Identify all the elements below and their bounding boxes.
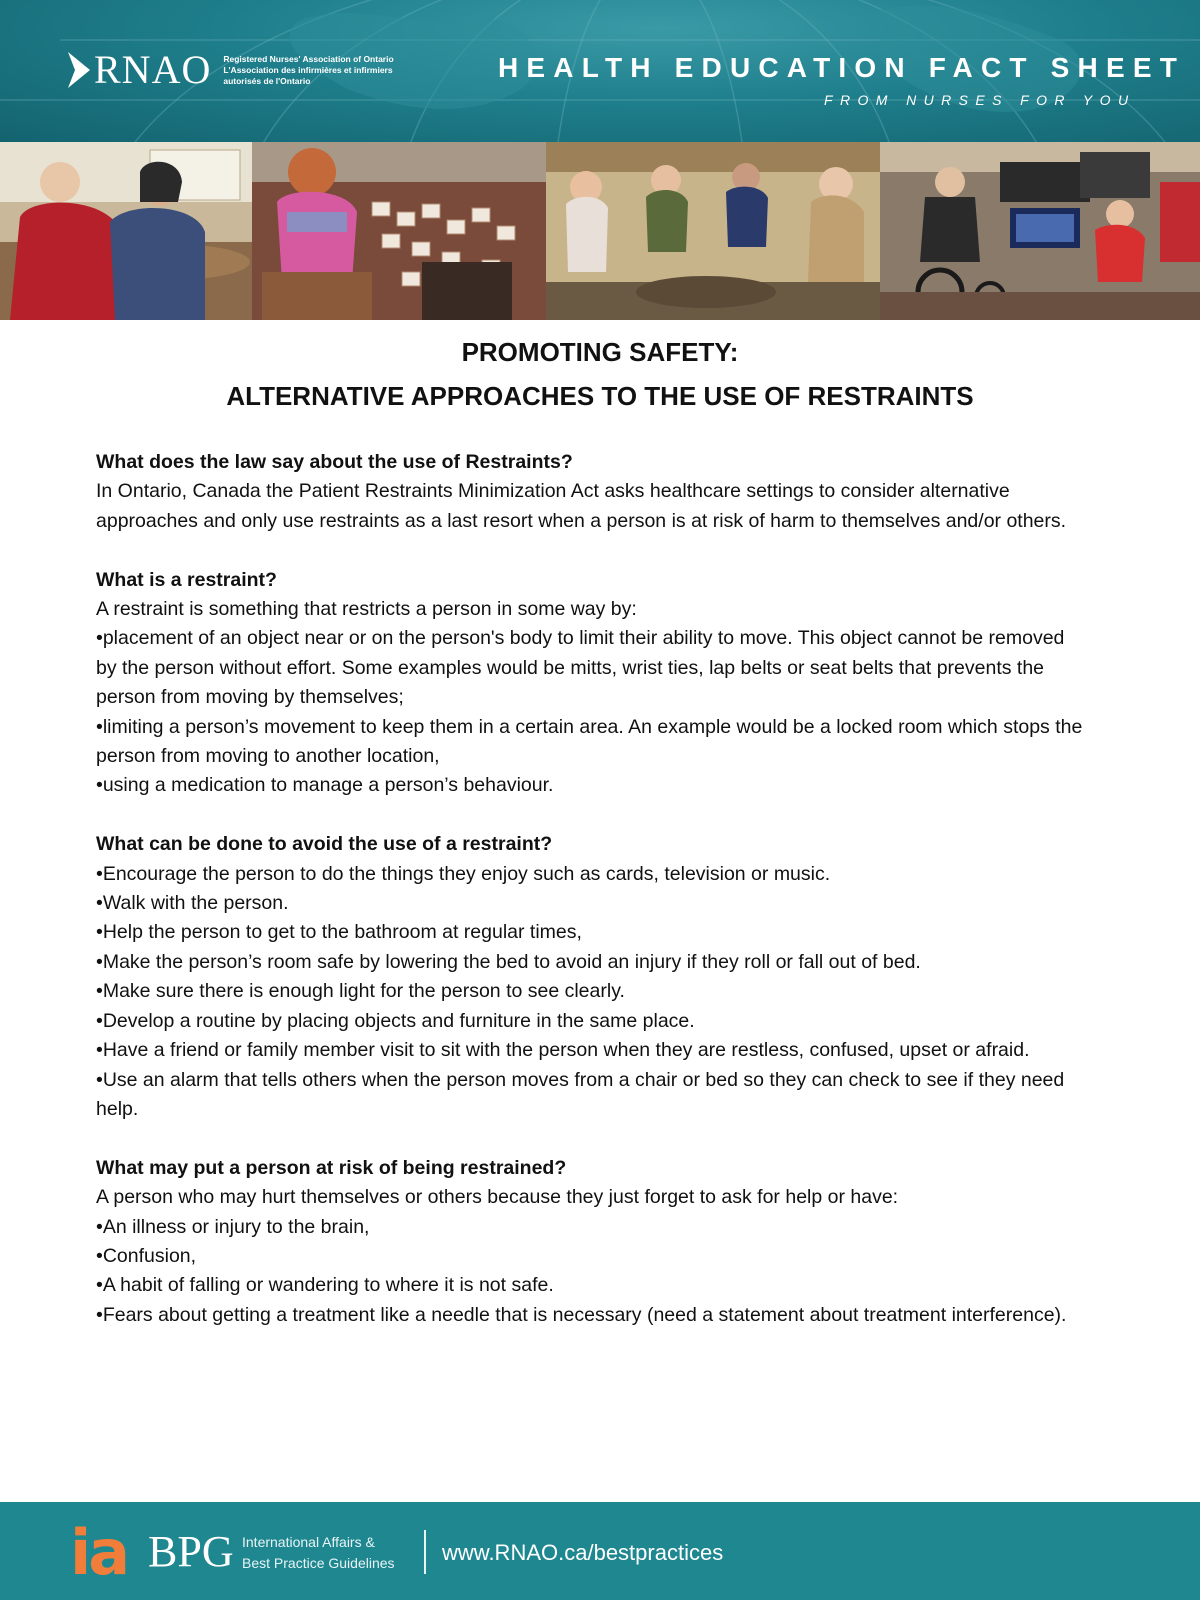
section-heading: What does the law say about the use of Restraints? xyxy=(96,451,573,473)
section-intro: A restraint is something that restricts a person in some way by: xyxy=(96,598,637,621)
section-law xyxy=(96,448,1086,536)
section-text: In Ontario, Canada the Patient Restraints Minimization Act asks healthcare settings to consider alternative approaches and only use restraints as a last resort when a person is at risk of harm to themselves and/or others. xyxy=(96,480,1067,532)
section-heading: What may put a person at risk of being restrained? xyxy=(96,1156,567,1179)
fact-sheet-tagline: FROM NURSES FOR YOU xyxy=(824,92,1136,108)
list-item: • Help the person to get to the bathroom at regular times, xyxy=(96,918,1086,947)
header-banner xyxy=(0,0,1200,142)
list-item: • Confusion, xyxy=(96,1242,1086,1271)
document-title xyxy=(0,330,1200,418)
bestpractices-link[interactable]: www.RNAO.ca/bestpractices xyxy=(442,1540,724,1565)
photo-video-games xyxy=(880,142,1200,320)
list-item: • Fears about getting a treatment like a needle that is necessary (need a statement about treatment interference). xyxy=(96,1301,1086,1330)
list-item: • An illness or injury to the brain, xyxy=(96,1213,1086,1242)
title-line-1: PROMOTING SAFETY: xyxy=(461,337,739,367)
section-intro: A person who may hurt themselves or others because they just forget to ask for help or have: xyxy=(96,1186,899,1209)
list-item: • A habit of falling or wandering to where it is not safe. xyxy=(96,1271,1086,1300)
fact-sheet-title: HEALTH EDUCATION FACT SHEET xyxy=(498,52,1186,83)
list-item: • using a medication to manage a person’s behaviour. xyxy=(96,771,1086,800)
list-item: • Encourage the person to do the things they enjoy such as cards, television or music. xyxy=(96,860,1086,889)
bullet-list xyxy=(96,1213,1086,1331)
footer-divider xyxy=(424,1530,426,1574)
footer-banner xyxy=(0,1502,1200,1600)
photo-group-circle xyxy=(546,142,880,320)
rnao-logo-subtitle: Registered Nurses' Association of Ontario L'Association des infirmières et infirmiers autorisés de l'Ontario xyxy=(223,53,394,86)
bullet-list xyxy=(96,624,1086,800)
photo-child-cards xyxy=(252,142,546,320)
section-heading: What is a restraint? xyxy=(96,568,277,591)
ia-bpg-description: International Affairs & Best Practice Guidelines xyxy=(242,1534,395,1571)
list-item: • Have a friend or family member visit to sit with the person when they are restless, confused, upset or afraid. xyxy=(96,1036,1086,1065)
rnao-logo xyxy=(66,47,403,92)
rnao-logo-text: RNAO xyxy=(94,47,212,92)
bullet-list xyxy=(96,860,1086,1125)
list-item: • Make the person’s room safe by lowering the bed to avoid an injury if they roll or fall out of bed. xyxy=(96,948,1086,977)
list-item: • limiting a person’s movement to keep them in a certain area. An example would be a locked room which stops the person from moving to another location, xyxy=(96,713,1086,772)
ia-logo-mark: ia xyxy=(70,1516,128,1589)
section-risk xyxy=(96,1154,1086,1330)
rnao-chevron-icon xyxy=(66,50,92,90)
bpg-logo-mark: BPG xyxy=(148,1527,234,1576)
section-avoid-restraint xyxy=(96,830,1086,1124)
list-item: • Develop a routine by placing objects and furniture in the same place. xyxy=(96,1007,1086,1036)
title-line-2: ALTERNATIVE APPROACHES TO THE USE OF RESTRAINTS xyxy=(226,381,974,411)
photo-caregiver xyxy=(0,142,252,320)
list-item: • Make sure there is enough light for the person to see clearly. xyxy=(96,977,1086,1006)
list-item: • placement of an object near or on the person's body to limit their ability to move. This object cannot be removed by the person without effort. Some examples would be mitts, wrist ties, lap belts or seat belts that prevents the person from moving by themselves; xyxy=(96,624,1086,712)
list-item: • Walk with the person. xyxy=(96,889,1086,918)
list-item: • Use an alarm that tells others when the person moves from a chair or bed so they can check to see if they need help. xyxy=(96,1066,1086,1125)
section-what-is-restraint xyxy=(96,566,1086,801)
photo-strip xyxy=(0,142,1200,320)
document-body xyxy=(96,448,1086,1360)
section-heading: What can be done to avoid the use of a restraint? xyxy=(96,833,553,856)
